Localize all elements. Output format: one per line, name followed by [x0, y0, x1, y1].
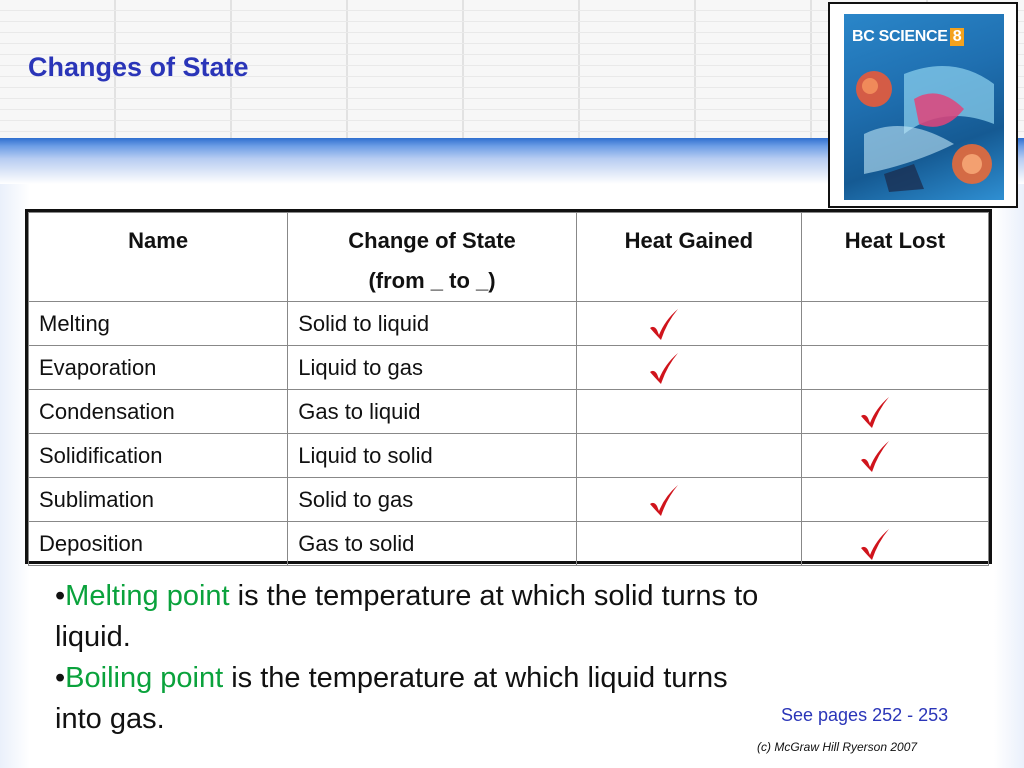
book-cover-art	[844, 14, 1004, 200]
bullet-marker: •	[55, 662, 66, 694]
cell-heat-lost	[801, 478, 988, 522]
bullet-term: Melting point	[65, 580, 230, 612]
bullet-text: is the temperature at which liquid turns into gas.	[55, 662, 728, 735]
cell-heat-lost	[801, 390, 988, 434]
header-heat-lost: Heat Lost	[801, 213, 988, 302]
cell-heat-gained	[576, 478, 801, 522]
cell-heat-gained	[576, 434, 801, 478]
book-cover-illustration	[844, 14, 1004, 200]
bullet-list	[55, 576, 775, 740]
checkmark-icon	[645, 306, 683, 344]
table-row	[29, 522, 989, 566]
cell-heat-lost	[801, 522, 988, 566]
cell-change-of-state: Solid to liquid	[288, 302, 577, 346]
states-table	[28, 212, 989, 566]
cell-change-of-state: Liquid to gas	[288, 346, 577, 390]
cell-heat-lost	[801, 346, 988, 390]
table-row	[29, 434, 989, 478]
cell-heat-lost	[801, 302, 988, 346]
page-title: Changes of State	[28, 52, 249, 82]
changes-of-state-table	[25, 209, 992, 564]
cell-name: Condensation	[29, 390, 288, 434]
cell-heat-gained	[576, 522, 801, 566]
header-change-line2: (from _ to _)	[368, 268, 496, 293]
table-row	[29, 346, 989, 390]
cell-change-of-state: Gas to solid	[288, 522, 577, 566]
bullet-melting-point	[55, 576, 775, 658]
bullet-marker: •	[55, 580, 66, 612]
table-header-row	[29, 213, 989, 302]
checkmark-icon	[856, 394, 894, 432]
cell-change-of-state: Liquid to solid	[288, 434, 577, 478]
book-title-main: BC SCIENCE	[852, 28, 948, 45]
cell-name: Evaporation	[29, 346, 288, 390]
header-change-of-state	[288, 213, 577, 302]
cell-heat-gained	[576, 346, 801, 390]
table-row	[29, 390, 989, 434]
checkmark-icon	[856, 438, 894, 476]
table-row	[29, 302, 989, 346]
cell-change-of-state: Solid to gas	[288, 478, 577, 522]
see-pages-note: See pages 252 - 253	[781, 705, 949, 725]
copyright-notice: (c) McGraw Hill Ryerson 2007	[757, 740, 918, 754]
book-title-number: 8	[950, 28, 965, 46]
checkmark-icon	[856, 526, 894, 564]
header-heat-gained: Heat Gained	[576, 213, 801, 302]
cell-name: Sublimation	[29, 478, 288, 522]
cell-name: Solidification	[29, 434, 288, 478]
checkmark-icon	[645, 350, 683, 388]
cell-change-of-state: Gas to liquid	[288, 390, 577, 434]
cell-name: Deposition	[29, 522, 288, 566]
cell-heat-lost	[801, 434, 988, 478]
table-row	[29, 478, 989, 522]
header-name: Name	[29, 213, 288, 302]
header-change-line1: Change of State	[348, 228, 516, 253]
cell-heat-gained	[576, 390, 801, 434]
bullet-boiling-point	[55, 658, 775, 740]
bullet-text: is the temperature at which solid turns to liquid.	[55, 580, 759, 653]
bullet-term: Boiling point	[65, 662, 224, 694]
checkmark-icon	[645, 482, 683, 520]
cell-heat-gained	[576, 302, 801, 346]
cell-name: Melting	[29, 302, 288, 346]
book-cover-image	[828, 2, 1018, 208]
table-body	[29, 302, 989, 566]
